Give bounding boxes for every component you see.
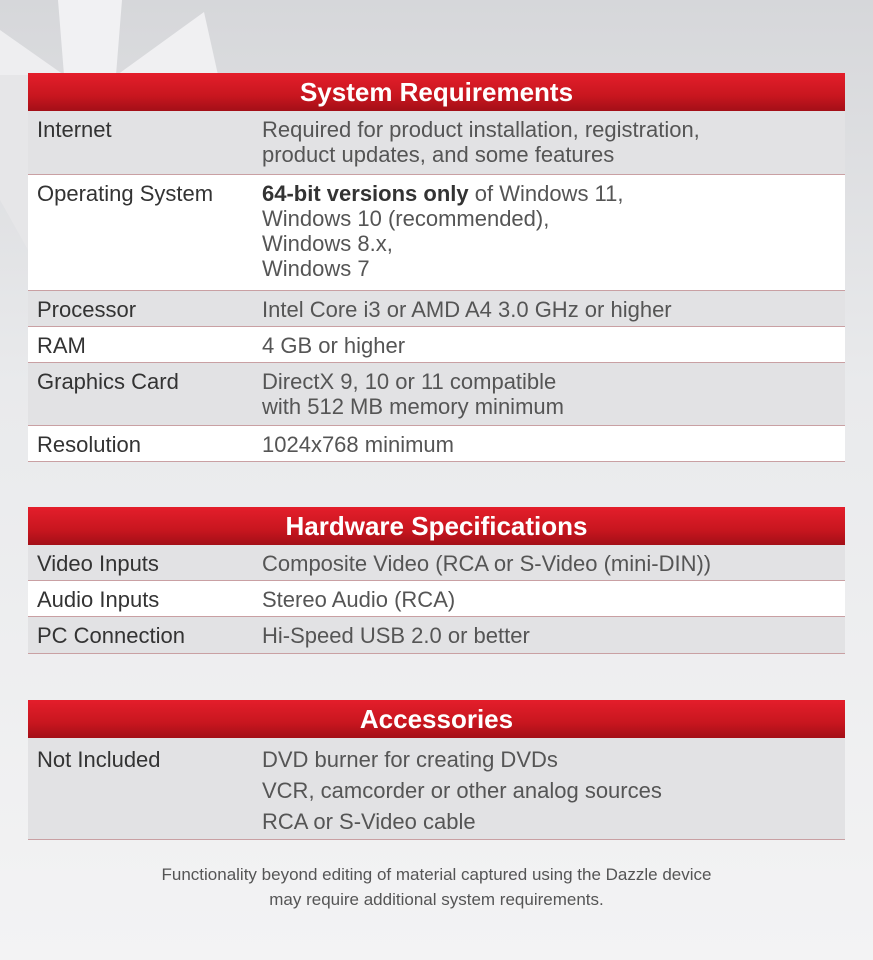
system-requirements-table: [28, 73, 845, 462]
row-value: 1024x768 minimum: [262, 432, 454, 457]
value-line: RCA or S-Video cable: [262, 809, 476, 834]
table-row-internet: [28, 111, 845, 175]
value-line: product updates, and some features: [262, 142, 615, 167]
row-label: PC Connection: [37, 623, 185, 648]
table-row-ram: [28, 327, 845, 363]
hardware-specifications-table: [28, 507, 845, 654]
accessories-table: [28, 700, 845, 840]
value-line: Windows 7: [262, 256, 370, 281]
table-row-operating-system: [28, 175, 845, 291]
row-label: Graphics Card: [37, 369, 179, 394]
value-line: [262, 181, 845, 206]
row-value: [262, 363, 845, 425]
table-row-not-included: [28, 738, 845, 840]
row-label: Internet: [37, 117, 112, 142]
row-label: Not Included: [37, 747, 161, 772]
row-label: RAM: [37, 333, 86, 358]
section-header: Accessories: [28, 700, 845, 738]
row-value: Composite Video (RCA or S-Video (mini-DIN)): [262, 551, 712, 576]
bold-text: 64-bit versions only: [262, 181, 469, 206]
value-line: Windows 8.x,: [262, 231, 393, 256]
value-line: with 512 MB memory minimum: [262, 394, 564, 419]
row-label: Resolution: [37, 432, 141, 457]
value-line: Required for product installation, registration,: [262, 117, 700, 142]
section-header: Hardware Specifications: [28, 507, 845, 545]
footer-line: Functionality beyond editing of material captured using the Dazzle device: [161, 865, 712, 884]
row-value: Intel Core i3 or AMD A4 3.0 GHz or higher: [262, 297, 672, 322]
table-row-video-inputs: [28, 545, 845, 581]
value-line: DVD burner for creating DVDs: [262, 747, 558, 772]
row-value: 4 GB or higher: [262, 333, 406, 358]
row-value: [262, 738, 845, 839]
row-label: Video Inputs: [37, 551, 159, 576]
table-row-resolution: [28, 426, 845, 462]
footer-line: may require additional system requirements.: [269, 890, 604, 909]
row-value: [262, 175, 845, 290]
row-label: Audio Inputs: [37, 587, 160, 612]
table-row-audio-inputs: [28, 581, 845, 617]
table-row-graphics-card: [28, 363, 845, 426]
value-line: DirectX 9, 10 or 11 compatible: [262, 369, 557, 394]
footer-note: [0, 862, 873, 912]
row-label: Processor: [37, 297, 137, 322]
row-label: Operating System: [37, 181, 214, 206]
row-value: [262, 111, 845, 174]
value-line: Windows 10 (recommended),: [262, 206, 550, 231]
value-line: VCR, camcorder or other analog sources: [262, 778, 662, 803]
table-row-processor: [28, 291, 845, 327]
row-value: Stereo Audio (RCA): [262, 587, 456, 612]
table-row-pc-connection: [28, 617, 845, 654]
section-header: System Requirements: [28, 73, 845, 111]
row-value: Hi-Speed USB 2.0 or better: [262, 623, 530, 648]
value-text: of Windows 11,: [468, 181, 624, 206]
